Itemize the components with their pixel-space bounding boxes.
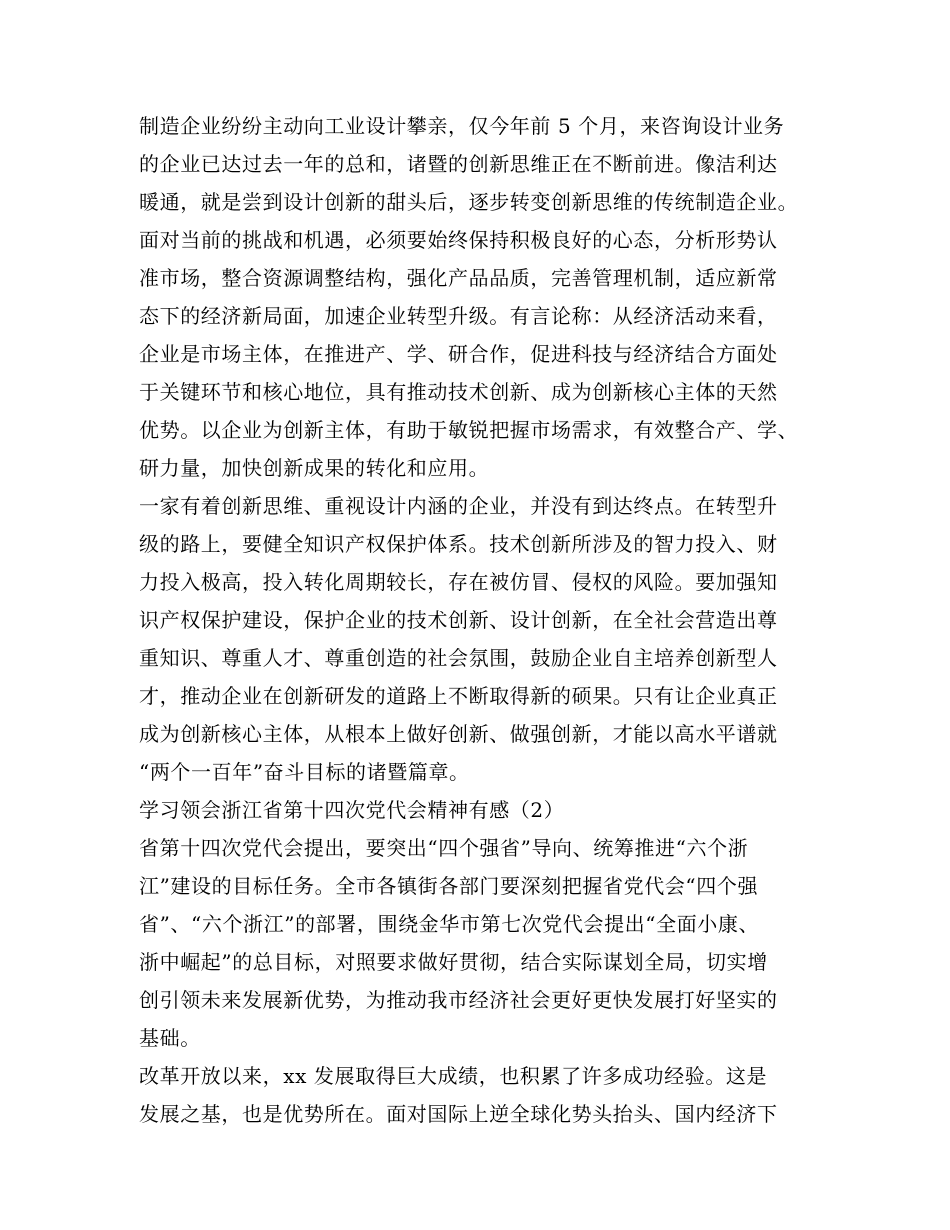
text-line: 优势。以企业为创新主体，有助于敏锐把握市场需求，有效整合产、学、 (139, 418, 799, 442)
text-line: 面对当前的挑战和机遇，必须要始终保持积极良好的心态，分析形势认 (139, 228, 778, 252)
text-line: 基础。 (139, 1026, 201, 1050)
text-line: 省”、“六个浙江”的部署，围绕金华市第七次党代会提出“全面小康、 (139, 912, 760, 936)
text-line: 暖通，就是尝到设计创新的甜头后，逐步转变创新思维的传统制造企业。 (139, 190, 799, 214)
text-line: 于关键环节和核心地位，具有推动技术创新、成为创新核心主体的天然 (139, 380, 778, 404)
document-body (139, 107, 839, 1133)
text-line: 力投入极高，投入转化周期较长，存在被仿冒、侵权的风险。要加强知 (139, 570, 778, 594)
text-line: 浙中崛起”的总目标，对照要求做好贯彻，结合实际谋划全局，切实增 (139, 950, 768, 974)
text-line: 识产权保护建设，保护企业的技术创新、设计创新，在全社会营造出尊 (139, 608, 778, 632)
text-line: 创引领未来发展新优势，为推动我市经济社会更好更快发展打好坚实的 (139, 988, 778, 1012)
text-line: 才，推动企业在创新研发的道路上不断取得新的硕果。只有让企业真正 (139, 684, 778, 708)
text-line: 制造企业纷纷主动向工业设计攀亲，仅今年前 5 个月，来咨询设计业务 (139, 114, 785, 138)
text-line: 一家有着创新思维、重视设计内涵的企业，并没有到达终点。在转型升 (139, 494, 778, 518)
text-line: 级的路上，要健全知识产权保护体系。技术创新所涉及的智力投入、财 (139, 532, 778, 556)
text-line: 企业是市场主体，在推进产、学、研合作，促进科技与经济结合方面处 (139, 342, 778, 366)
text-line: 成为创新核心主体，从根本上做好创新、做强创新，才能以高水平谱就 (139, 722, 778, 746)
text-line: 研力量，加快创新成果的转化和应用。 (139, 456, 490, 480)
section-heading: 学习领会浙江省第十四次党代会精神有感（2） (139, 798, 565, 822)
text-line: 态下的经济新局面，加速企业转型升级。有言论称：从经济活动来看， (139, 304, 778, 328)
text-line: “两个一百年”奋斗目标的诸暨篇章。 (139, 760, 470, 784)
text-line: 改革开放以来，xx 发展取得巨大成绩，也积累了许多成功经验。这是 (139, 1064, 768, 1088)
text-line: 准市场，整合资源调整结构，强化产品品质，完善管理机制，适应新常 (139, 266, 778, 290)
text-line: 重知识、尊重人才、尊重创造的社会氛围，鼓励企业自主培养创新型人 (139, 646, 778, 670)
text-line: 的企业已达过去一年的总和，诸暨的创新思维正在不断前进。像洁利达 (139, 152, 778, 176)
text-line: 发展之基，也是优势所在。面对国际上逆全球化势头抬头、国内经济下 (139, 1102, 778, 1126)
text-line: 江”建设的目标任务。全市各镇街各部门要深刻把握省党代会“四个强 (139, 874, 759, 898)
text-line: 省第十四次党代会提出，要突出“四个强省”导向、统筹推进“六个浙 (139, 836, 749, 860)
